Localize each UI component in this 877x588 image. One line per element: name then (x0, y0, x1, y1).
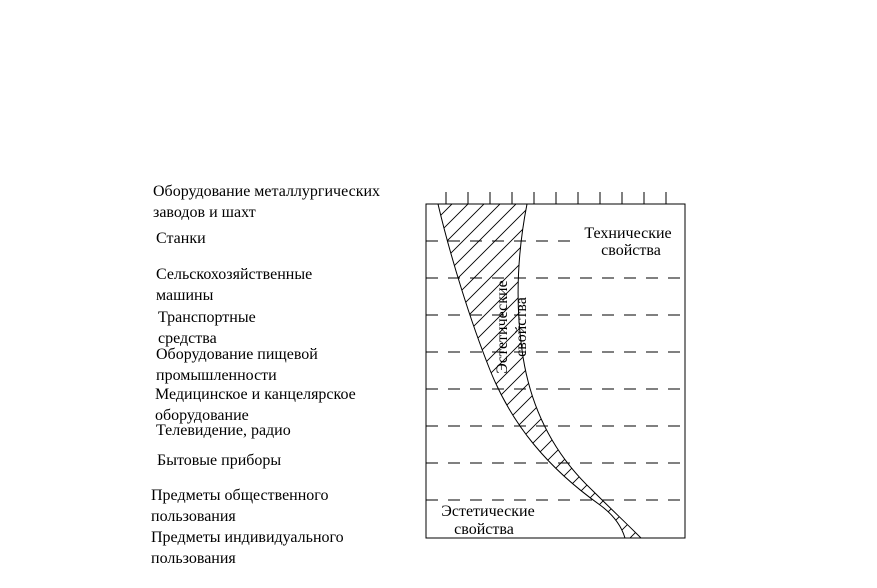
category-label-medical-office: Медицинское и канцелярское оборудование (155, 386, 356, 424)
category-label-transport: Транспортные средства (158, 309, 256, 347)
top-ticks (446, 192, 666, 204)
aesthetic-band-label-line2: свойства (513, 297, 530, 357)
category-label-household: Бытовые приборы (157, 452, 282, 469)
category-label-individual-use: Предметы индивидуального пользования (151, 529, 344, 567)
category-label-tv-radio: Телевидение, радио (156, 422, 291, 439)
technical-properties-label-line2: свойства (601, 242, 661, 259)
category-label-metallurgy: Оборудование металлургических заводов и шахт (153, 183, 381, 221)
category-label-food-industry: Оборудование пищевой промышленности (156, 346, 318, 384)
category-label-agricultural: Сельскохозяйственные машины (156, 266, 313, 304)
aesthetic-properties-label-line2: свойства (454, 521, 514, 538)
category-label-public-use: Предметы общественного пользования (151, 487, 329, 525)
aesthetic-band-label-line1: Эстетические (494, 280, 511, 374)
category-label-machine-tools: Станки (156, 230, 206, 247)
aesthetic-properties-label-line1: Эстетические (441, 503, 535, 520)
technical-properties-label-line1: Технические (584, 225, 672, 242)
